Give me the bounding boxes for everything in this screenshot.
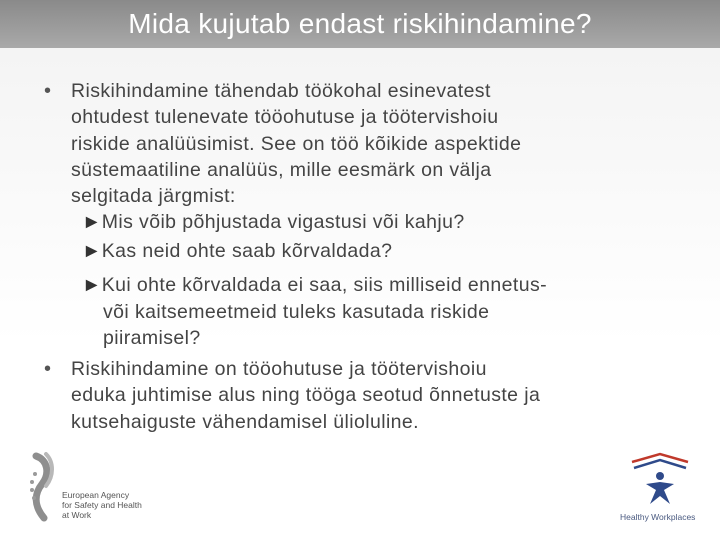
paragraph-line: Riskihindamine tähendab töökohal esinevatest [71,80,491,102]
bullet-marker: • [44,80,52,102]
agency-name-line: at Work [62,510,92,520]
paragraph-line: riskide analüüsimist. See on töö kõikide aspektide [71,132,522,155]
sub-item-2 [82,238,682,264]
paragraph-line: kutsehaiguste vähendamisel ülioluline. [71,410,419,433]
sub-item-text: Kas neid ohte saab kõrvaldada? [101,240,393,262]
slide-title: Mida kujutab endast riskihindamine? [128,8,592,39]
arrow-icon: ► [82,240,102,262]
agency-logo [26,452,176,532]
agency-name-line: European Agency [62,490,130,500]
sub-item-3 [82,272,682,298]
agency-name-line: for Safety and Health [62,500,142,510]
sub-item-1 [82,209,682,235]
sub-item-text: Kui ohte kõrvaldada ei saa, siis milliseid ennetus- [101,274,547,296]
paragraph-line: selgitada järgmist: [71,185,236,208]
bullet-marker: • [44,358,52,380]
agency-name [62,490,172,520]
sub-item-3-cont [103,299,703,352]
arrow-icon: ► [82,274,102,296]
campaign-name: Healthy Workplaces [620,512,696,522]
healthy-workplaces-icon [612,452,708,512]
sub-item-text: piiramisel? [103,327,201,350]
paragraph-line: ohtudest tulenevate tööohutuse ja töötervishoiu [71,106,499,129]
paragraph-2 [71,356,681,435]
paragraph-line: Riskihindamine on tööohutuse ja töötervishoiu [71,358,487,380]
paragraph-line: eduka juhtimise alus ning tööga seotud õnnetuste ja [71,384,541,407]
sub-item-text: või kaitsemeetmeid tuleks kasutada riskide [103,301,490,323]
slide-title-bar [0,0,720,48]
arrow-icon: ► [82,211,102,233]
paragraph-1 [71,78,681,209]
sub-item-text: Mis võib põhjustada vigastusi või kahju? [101,211,465,233]
agency-emblem-icon [26,452,60,524]
paragraph-line: süstemaatiline analüüs, mille eesmärk on välja [71,158,492,181]
campaign-logo [612,452,708,532]
